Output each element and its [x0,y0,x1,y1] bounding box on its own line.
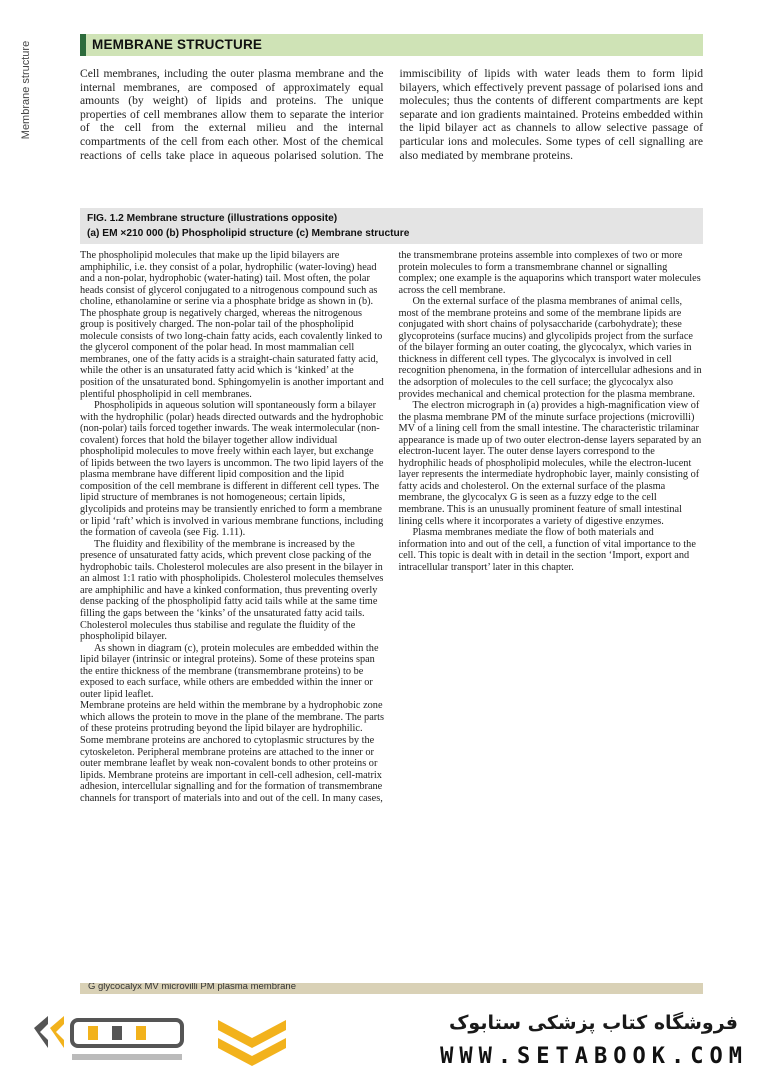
store-url[interactable]: WWW.SETABOOK.COM [440,1044,748,1069]
paragraph-8: Plasma membranes mediate the flow of both materials and information into and out of the cell, a function of vital importance to the cell. This topic is dealt with in detail in the section ‘Import, export and intracellular transport’ later in this chapter. [398,527,696,573]
section-title: MEMBRANE STRUCTURE [92,37,263,52]
paragraph-4: As shown in diagram (c), protein molecules are embedded within the lipid bilayer (intrinsic or integral proteins). Some of these proteins span the entire thickness of the membrane (transmembrane proteins) to be exposed to each surface, while others are embedded within the inner or outer lipid leaflet. [80,642,379,700]
section-header [80,34,703,56]
paragraph-6: On the external surface of the plasma membranes of animal cells, most of the membrane proteins and some of the membrane lipids are conjugated with short chains of polysaccharide (carbohydrate); these glycoproteins (surface mucins) and glycolipids project from the surface of the bilayer forming an outer coating, the glycocalyx, which varies in thickness in different cell types. The glycocalyx is involved in cell recognition phenomena, in the formation of intercellular adhesions and in the adsorption of molecules to the cell surface; the glycocalyx also provides mechanical and chemical protection for the plasma membrane. [398,296,702,400]
chevron-stack-icon [212,1012,292,1072]
figure-subtitle: (a) EM ×210 000 (b) Phospholipid structure (c) Membrane structure [87,228,410,239]
intro-text [80,67,703,162]
intro-paragraph: Cell membranes, including the outer plasma membrane and the internal membranes, are composed of approximately equal amounts (by weight) of lipids and proteins. The unique properties of cell membranes allow them to separate the interior of the cell from the external milieu and the internal compartments of the cell from each other. Most of the chemical reactions of cells take place in aqueous polarised solution. The immiscibility of lipids with water leads them to form lipid bilayers, which effectively prevent passage of polarised ions and molecules; thus the contents of different compartments are kept separate and ion gradients maintained. Proteins embedded within the lipid bilayer act as channels to allow selective passage of particular ions and molecules. Some types of cell signalling are also mediated by membrane proteins. [80,67,703,162]
side-tab [0,0,52,990]
figure-heading [80,208,703,244]
paragraph-1: The phospholipid molecules that make up the lipid bilayers are amphiphilic, i.e. they consist of a polar, hydrophilic (water-loving) head and a non-polar, hydrophobic (water-hating) tail. Most often, the polar heads consist of glycerol conjugated to a nitrogenous compound such as choline, ethanolamine or serine via a phosphate bridge as shown in (b). The phosphate group is negatively charged, whereas the nitrogenous group is positively charged. The non-polar tail of the phospholipid molecule consists of two long-chain fatty acids, each covalently linked to the glycerol component of the polar head. In most mammalian cell membranes, one of the fatty acids is a straight-chain saturated fatty acid, while the other is an unsaturated fatty acid which is ‘kinked’ at the position of the unsaturated bond. Sphingomyelin is another important and plentiful phospholipid in cell membranes. [80,250,384,400]
sidebar-label: Membrane structure [20,40,32,140]
paragraph-3: The fluidity and flexibility of the membrane is increased by the presence of unsaturated fatty acids, which prevent close packing of the hydrophobic tails. Cholesterol molecules are also present in the bilayer in an almost 1:1 ratio with phospholipids. Cholesterol molecules themselves are amphiphilic and have a kinked conformation, thus preventing overly dense packing of the phospholipid fatty acid tails while at the same time filling the gaps between the ‘kinks’ of the unsaturated fatty acid tails. Cholesterol molecules thus stabilise and regulate the fluidity of the phospholipid bilayer. [80,538,384,643]
store-name: فروشگاه کتاب پزشکی ستابوک [448,1012,738,1034]
figure-caption: G glycocalyx MV microvilli PM plasma membrane [88,983,296,992]
paragraph-2: Phospholipids in aqueous solution will spontaneously form a bilayer with the hydrophilic (polar) heads directed outwards and the hydrophobic (non-polar) tails forced together inwards. The weak intermolecular (non-covalent) forces that hold the bilayer together allow individual phospholipid molecules to move freely within each layer, but exchange of lipids between the two layers is uncommon. The two lipid layers of the plasma membrane have different lipid composition and the lipid composition of the cell membrane is different in different cell types. The lipid structure of membranes is not homogeneous; certain lipids, glycolipids and proteins may be transiently enriched to form a membrane or lipid ‘raft’ which is involved in various membrane functions, including the formation of caveola (see Fig. 1.11). [80,400,384,539]
paragraph-7: The electron micrograph in (a) provides a high-magnification view of the plasma membrane PM of the minute surface projections (microvilli) MV of a lining cell from the small intestine. The characteristic trilaminar appearance is made up of two outer electron-dense layers separated by an electron-lucent layer. The outer dense layers correspond to the hydrophilic heads of phospholipid molecules, while the electron-lucent layer represents the intermediate hydrophobic layer, mainly consisting of fatty acids and cholesterol. On the external surface of the plasma membrane, the glycocalyx G is seen as a fuzzy edge to the cell membrane. This is an unusually prominent feature of small intestinal lining cells where it incorporates a variety of digestive enzymes. [398,400,702,527]
section-accent-bar [80,34,86,56]
body-text [80,250,703,810]
setabook-logo-icon [28,1010,188,1068]
figure-title: FIG. 1.2 Membrane structure (illustrations opposite) [87,213,338,224]
paragraph-5: Membrane proteins are held within the membrane by a hydrophobic zone which allows the protein to move in the plane of the membrane. The parts of these proteins protruding beyond the lipid bilayer are hydrophilic. Some membrane proteins are anchored to cytoplasmic structures by the cytoskeleton. Peripheral membrane proteins are attached to the inner or outer membrane leaflet by weak non-covalent bonds to other proteins or lipids. Membrane proteins are important in cell-cell adhesion, cell-matrix adhesion, intercellular signalling and for the formation of transmembrane channels for transport of materials into and out of the cell. In many cases, the transmembrane proteins assemble into complexes of two or more protein molecules to form a transmembrane channel or signalling complex; one example is the aquaporins which transport water molecules across the cell membrane. [80,250,701,804]
